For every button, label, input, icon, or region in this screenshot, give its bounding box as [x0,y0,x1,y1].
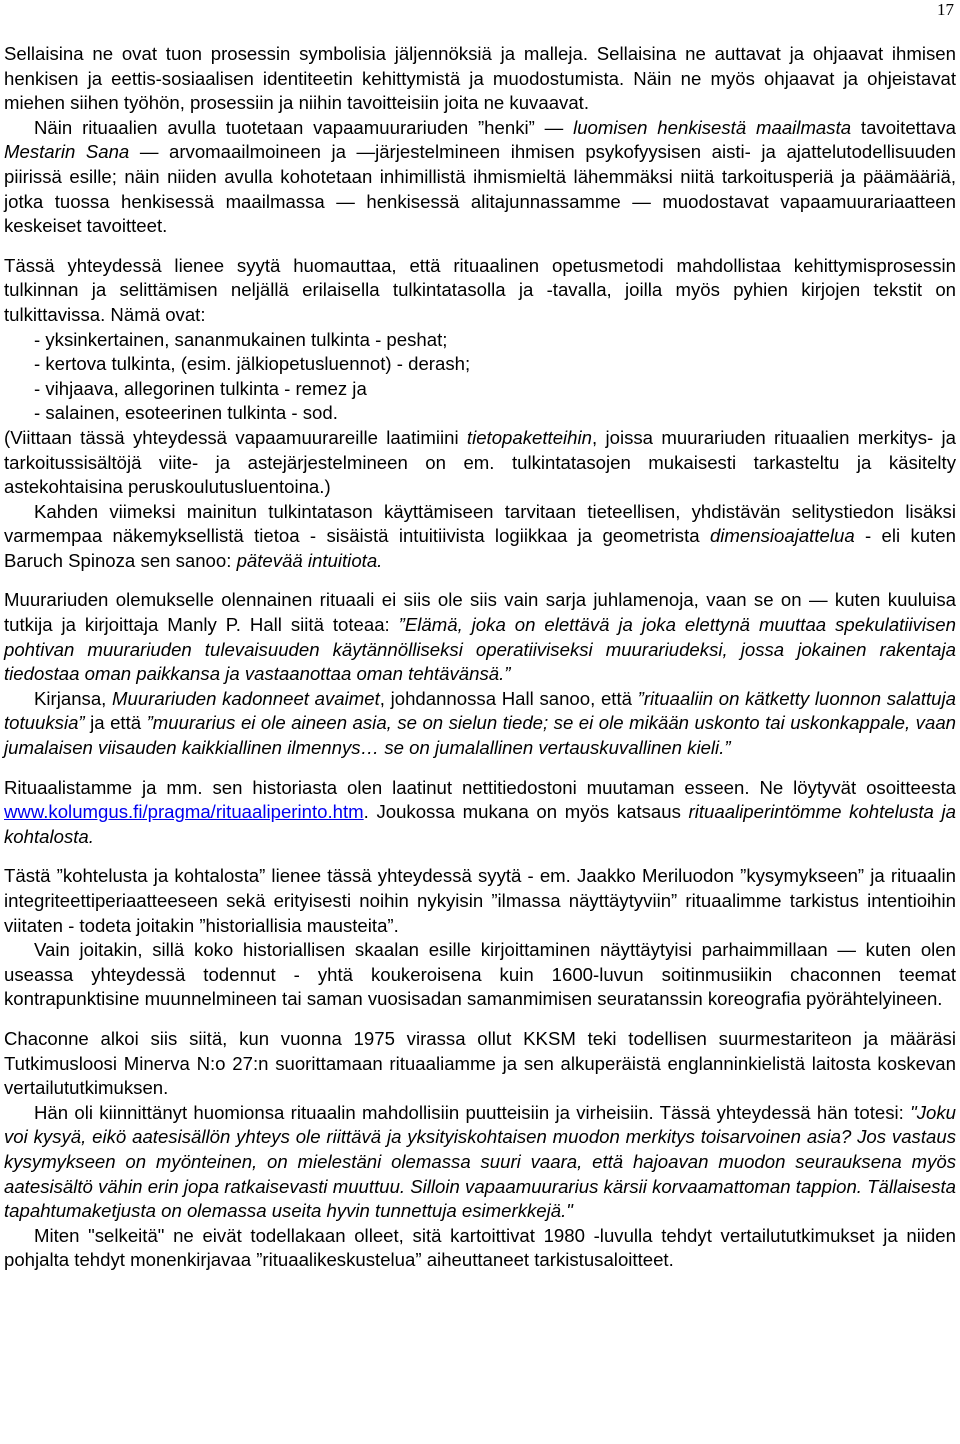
paragraph-11: Chaconne alkoi siis siitä, kun vuonna 1975 virassa ollut KKSM teki todellisen suurmestariteon ja määräsi Tutkimusloosi Minerva N:o 27:n suorittamaan rituaaliamme ja sen alkuperäistä englanninkielistä laitosta koskevan vertailututkimuksen. [4,1027,956,1099]
paragraph-13: Miten "selkeitä" ne eivät todellakaan olleet, sitä kartoittivat 1980 -luvulla tehdyt vertailututkimukset ja niiden pohjalta tehdyt monenkirjavaa ”rituaalikeskustelua” aiheuttaneet tarkistusaloitteet. [4,1224,956,1271]
paragraph-2: Näin rituaalien avulla tuotetaan vapaamuurariuden ”henki” — luomisen henkisestä maailmasta tavoitettava Mestarin Sana — arvomaailmoineen ja —järjestelmineen ihmisen psykofyysisen aisti- ja ajattelutodellisuuden piirissä esille; näin niiden avulla kohotetaan inhimillistä ihmismieltä lähemmäksi niitä tarkoitusperiä ja päämääriä, jotka tuossa henkisessä maailmassa — henkisessä alitajunnassamme — muodostavat vapaamuurariaatteen keskeiset tavoitteet. [4,116,956,237]
paragraph-12: Hän oli kiinnittänyt huomionsa rituaalin mahdollisiin puutteisiin ja virheisiin. Tässä yhteydessä hän totesi: "Joku voi kysyä, eikö aatesisällön yhteys ole riittävä ja yksityiskohtaisen muodon merkitys toisarvoinen asia? Jos vastaus kysymykseen on myönteinen, on mielestäni olemassa suuri vaara, että hajoavan muodon seurauksena myös aatesisältö vähin erin jopa ratkaisevasti muuttuu. Silloin vapaamuurarius kärsii korvaamattoman tappion. Tällaisesta tapahtumaketjusta on olemassa useita hyvin tunnettuja esimerkkejä." [4,1101,956,1222]
paragraph-6: Muurariuden olemukselle olennainen rituaali ei siis ole siis vain sarja juhlamenoja, vaan se on — kuten kuuluisa tutkija ja kirjoittaja Manly P. Hall siitä toteaa: ”Elämä, joka on elettävä ja joka elettynä muuttaa spekulatiivisen pohtivan muurariuden tulevaisuuden käytännölliseksi operatiiviseksi muurariudeksi, jossa jokainen rakentaja tiedostaa oman paikkansa ja vastaanottaa oman tehtävänsä.” [4,589,956,685]
paragraph-3: Tässä yhteydessä lienee syytä huomauttaa, että rituaalinen opetusmetodi mahdollistaa kehittymisprosessin tulkinnan ja selittämisen neljällä erilaisella tulkintatasolla ja -tavalla, joilla myös pyhien kirjojen tekstit on tulkittavissa. Nämä ovat: [4,254,956,325]
list-item: - kertova tulkinta, (esim. jälkiopetusluennot) - derash; [34,353,471,375]
paragraph-1: Sellaisina ne ovat tuon prosessin symbolisia jäljennöksiä ja malleja. Sellaisina ne auttavat ja ohjaavat ihmisen henkisen ja eettis-sosiaalisen identiteetin kehittymistä ja muodostumista. Näin ne myös ohjaavat ja ohjeistavat miehen siihen työhön, prosessiin ja niihin tavoitteisiin joita ne kuvaavat. [4,43,956,114]
list-item: - salainen, esoteerinen tulkinta - sod. [34,402,338,424]
list-item: - vihjaava, allegorinen tulkinta - remez ja [34,377,367,399]
paragraph-10: Vain joitakin, sillä koko historiallisen skaalan esille kirjoittaminen näyttäytyisi parhaimmillaan — kuten olen useassa yhteydessä todennut - yhtä koukeroisena kuin 1600-luvun soitinmusiikin chaconnen teemat kontrapunktisine muunnelmineen tai saman vuosisadan samanmimisen seuratanssin koreografia pyörähtelyineen. [4,939,956,1010]
paragraph-9: Tästä ”kohtelusta ja kohtalosta” lienee tässä yhteydessä syytä - em. Jaakko Meriluodon ”kysymykseen” ja rituaalin integriteettiperiaatteeseen sekä erityisesti noihin nykyisin ”ilmassa näyttäytyviin” rituaalimme tarkistus intentioihin viitaten - todeta joitakin ”historiallisia mausteita”. [4,865,956,936]
paragraph-8: Rituaalistamme ja mm. sen historiasta olen laatinut nettitiedostoni muutaman esseen. Ne löytyvät osoitteesta www.kolumgus.fi/pragma/rituaaliperinto.htm. Joukossa mukana on myös katsaus rituaaliperintömme kohtelusta ja kohtalosta. [4,776,956,847]
page-number: 17 [937,0,954,19]
paragraph-7: Kirjansa, Muurariuden kadonneet avaimet, johdannossa Hall sanoo, että ”rituaaliin on kätketty luonnon salattuja totuuksia” ja että ”muurarius ei ole aineen asia, se on sielun tiede; se ei ole mikään uskonto tai uskonkappale, vaan jumalaisen viisauden kaikkiallinen ilmennys… se on jumalallinen vertauskuvallinen kieli.” [4,687,956,759]
interpretation-list [4,328,956,426]
list-item: - yksinkertainen, sananmukainen tulkinta - peshat; [34,328,448,350]
document-body [4,42,956,1273]
rituaaliperinto-link[interactable]: www.kolumgus.fi/pragma/rituaaliperinto.htm [4,801,364,823]
paragraph-4: (Viittaan tässä yhteydessä vapaamuurareille laatimiini tietopaketteihin, joissa muurariuden rituaalien merkitys- ja tarkoitussisältöjä viite- ja astejärjestelmineen on em. tulkintatasojen mukaisesti tarkasteltu ja käsitelty astekohtaisina peruskoulutusluentoina.) [4,426,956,498]
paragraph-5: Kahden viimeksi mainitun tulkintatason käyttämiseen tarvitaan tieteellisen, yhdistävän selitystiedon lisäksi varmempaa näkemyksellistä tietoa - sisäistä intuitiivista logiikkaa ja geometrista dimensioajattelua - eli kuten Baruch Spinoza sen sanoo: pätevää intuitiota. [4,500,956,571]
